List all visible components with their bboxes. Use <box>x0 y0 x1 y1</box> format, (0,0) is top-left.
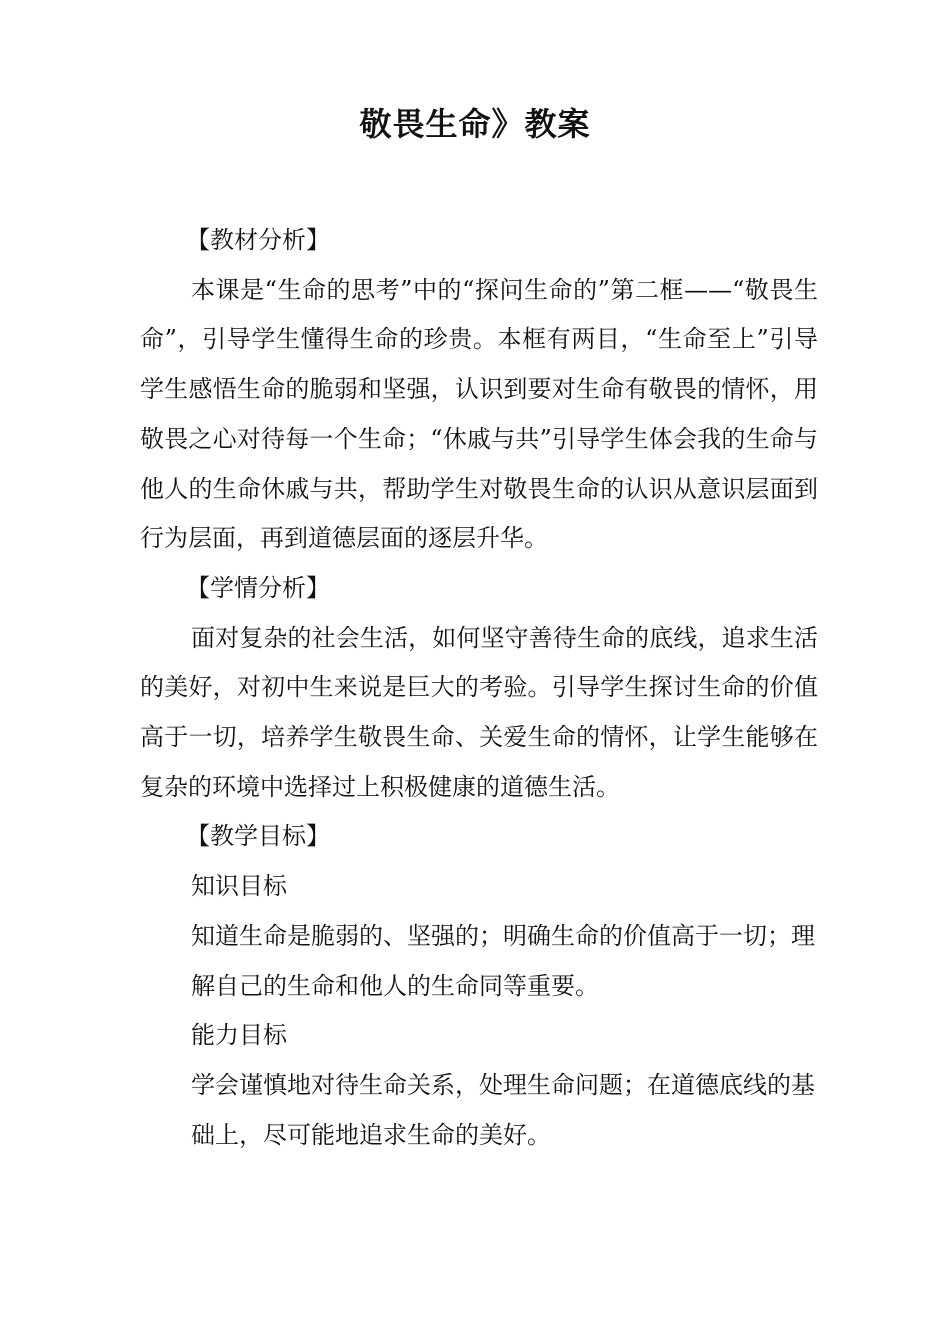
document-title: 敬畏生命》教案 <box>359 105 591 143</box>
paragraph-ability-goals: 学会谨慎地对待生命关系，处理生命问题；在道德底线的基础上，尽可能地追求生命的美好。 <box>191 1070 815 1149</box>
paragraph-knowledge-goals: 知道生命是脆弱的、坚强的；明确生命的价值高于一切；理解自己的生命和他人的生命同等重要。 <box>191 921 815 1000</box>
paragraph-student-analysis: 面对复杂的社会生活，如何坚守善待生命的底线，追求生活的美好，对初中生来说是巨大的考验。引导学生探讨生命的价值高于一切，培养学生敬畏生命、关爱生命的情怀，让学生能够在复杂的环境中选择过上积极健康的道德生活。 <box>140 623 818 801</box>
subheading-ability-goals: 能力目标 <box>191 1021 287 1050</box>
paragraph-textbook-analysis: 本课是“生命的思考”中的“探问生命的”第二框——“敬畏生命”，引导学生懂得生命的珍贵。本框有两目，“生命至上”引导学生感悟生命的脆弱和坚强，认识到要对生命有敬畏的情怀，用敬畏之心对待每一个生命；“休戚与共”引导学生体会我的生命与他人的生命休戚与共，帮助学生对敬畏生命的认识从意识层面到行为层面，再到道德层面的逐层升华。 <box>140 275 818 553</box>
section-heading-textbook-analysis: 【教材分析】 <box>186 226 330 254</box>
document-body <box>140 216 818 1160</box>
section-heading-student-analysis: 【学情分析】 <box>186 573 330 602</box>
section-heading-teaching-goals: 【教学目标】 <box>186 822 330 851</box>
subheading-knowledge-goals: 知识目标 <box>191 872 287 901</box>
